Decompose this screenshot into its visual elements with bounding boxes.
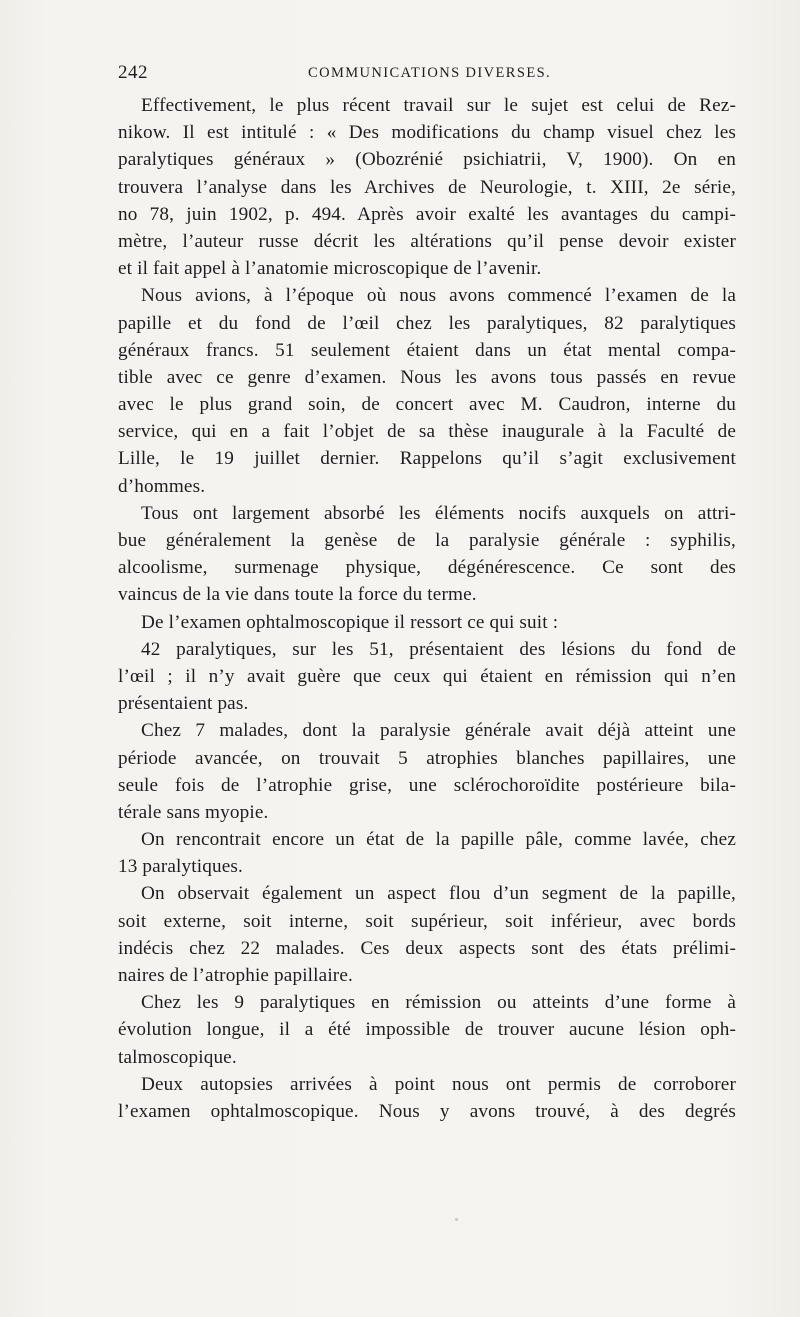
text-line: Deux autopsies arrivées à point nous ont permis de corroborer: [141, 1073, 736, 1095]
text-line: alcoolisme, surmenage physique, dégénérescence. Ce sont des: [118, 557, 736, 579]
text-line: 13 paralytiques.: [118, 856, 243, 878]
text-line: papille et du fond de l’œil chez les paralytiques, 82 paralytiques: [118, 312, 736, 334]
text-line: évolution longue, il a été impossible de trouver aucune lésion oph-: [118, 1019, 736, 1041]
text-line: De l’examen ophtalmoscopique il ressort ce qui suit :: [141, 611, 559, 633]
text-line: naires de l’atrophie papillaire.: [118, 965, 353, 986]
text-line: térale sans myopie.: [118, 801, 269, 823]
text-line: On observait également un aspect flou d’un segment de la papille,: [141, 883, 736, 905]
text-line: nikow. Il est intitulé : « Des modifications du champ visuel chez les: [118, 122, 736, 144]
text-line: Nous avions, à l’époque où nous avons commencé l’examen de la: [141, 285, 736, 307]
running-title: COMMUNICATIONS DIVERSES.: [308, 65, 552, 81]
text-line: l’œil ; il n’y avait guère que ceux qui étaient en rémission qui n’en: [118, 665, 736, 687]
text-line: présentaient pas.: [118, 693, 249, 715]
text-line: no 78, juin 1902, p. 494. Après avoir exalté les avantages du campi-: [118, 203, 736, 225]
text-line: tible avec ce genre d’examen. Nous les avons tous passés en revue: [118, 366, 736, 388]
text-line: indécis chez 22 malades. Ces deux aspects sont des états prélimi-: [118, 937, 736, 959]
text-line: avec le plus grand soin, de concert avec M. Caudron, interne du: [118, 394, 736, 416]
text-line: seule fois de l’atrophie grise, une sclérochoroïdite postérieure bila-: [118, 774, 736, 796]
paper-speck: [455, 1218, 458, 1221]
text-line: soit externe, soit interne, soit supérieur, soit inférieur, avec bords: [118, 910, 736, 932]
text-line: d’hommes.: [118, 475, 206, 497]
body-text: [118, 92, 736, 1125]
text-line: talmoscopique.: [118, 1046, 237, 1068]
text-line: mètre, l’auteur russe décrit les altérations qu’il pense devoir exister: [118, 230, 736, 252]
text-line: paralytiques généraux » (Obozrénié psichiatrii, V, 1900). On en: [118, 149, 736, 171]
page-number: 242: [118, 62, 148, 83]
text-line: service, qui en a fait l’objet de sa thèse inaugurale à la Faculté de: [118, 421, 736, 443]
page-header: [118, 62, 736, 86]
text-line: période avancée, on trouvait 5 atrophies blanches papillaires, une: [118, 747, 736, 769]
text-line: généraux francs. 51 seulement étaient dans un état mental compa-: [118, 339, 736, 361]
text-line: l’examen ophtalmoscopique. Nous y avons trouvé, à des degrés: [118, 1100, 736, 1122]
text-line: Chez 7 malades, dont la paralysie générale avait déjà atteint une: [141, 720, 736, 742]
text-line: 42 paralytiques, sur les 51, présentaient des lésions du fond de: [141, 638, 736, 660]
text-line: vaincus de la vie dans toute la force du terme.: [118, 584, 477, 606]
text-line: trouvera l’analyse dans les Archives de Neurologie, t. XIII, 2e série,: [118, 176, 736, 198]
text-line: et il fait appel à l’anatomie microscopique de l’avenir.: [118, 258, 542, 280]
text-line: Effectivement, le plus récent travail sur le sujet est celui de Rez-: [141, 95, 736, 116]
text-line: Lille, le 19 juillet dernier. Rappelons qu’il s’agit exclusivement: [118, 448, 736, 470]
text-line: bue généralement la genèse de la paralysie générale : syphilis,: [118, 530, 736, 551]
text-line: On rencontrait encore un état de la papille pâle, comme lavée, chez: [141, 829, 736, 851]
text-line: Tous ont largement absorbé les éléments nocifs auxquels on attri-: [141, 502, 736, 524]
text-line: Chez les 9 paralytiques en rémission ou atteints d’une forme à: [141, 992, 736, 1014]
